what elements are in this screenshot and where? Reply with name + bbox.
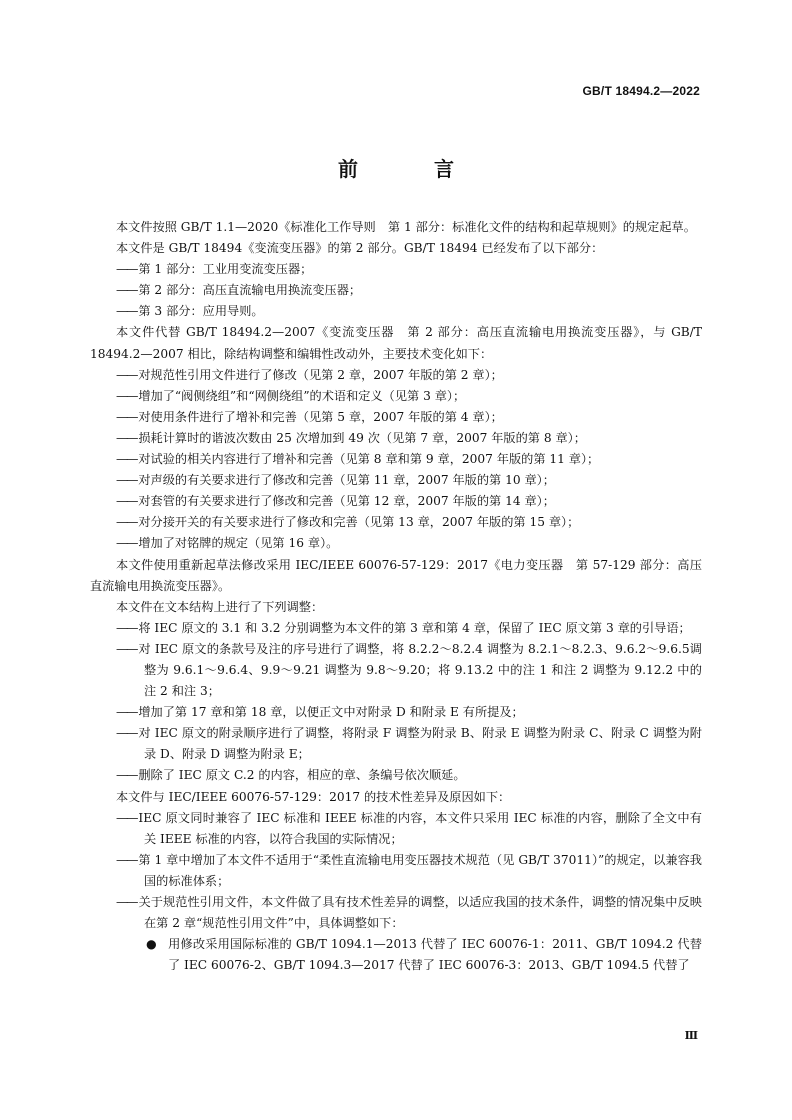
paragraph: 本文件按照 GB/T 1.1—2020《标准化工作导则 第 1 部分：标准化文件的结构和起草规则》的规定起草。 [116, 220, 696, 234]
list-item: —— 第 3 部分：应用导则。 [90, 301, 702, 322]
list-item: —— 增加了“阀侧绕组”和“网侧绕组”的术语和定义（见第 3 章）； [90, 386, 702, 407]
list-item: —— 对 IEC 原文的附录顺序进行了调整，将附录 F 调整为附录 B、附录 E 调整为附录 C、附录 C 调整为附录 D、附录 D 调整为附录 E； [90, 723, 702, 765]
paragraph: 本文件与 IEC/IEEE 60076-57-129：2017 的技术性差异及原因如下： [116, 789, 511, 804]
list-item: —— 第 2 部分：高压直流输电用换流变压器； [90, 280, 702, 301]
list-item: —— 对使用条件进行了增补和完善（见第 5 章，2007 年版的第 4 章）； [90, 407, 702, 428]
list-item: —— 增加了对铭牌的规定（见第 16 章）。 [90, 533, 702, 554]
list-item: —— 对规范性引用文件进行了修改（见第 2 章，2007 年版的第 2 章）； [90, 365, 702, 386]
page-title: 前 言 [338, 157, 482, 181]
list-item: —— 损耗计算时的谐波次数由 25 次增加到 49 次（见第 7 章，2007 年版的第 8 章）； [90, 428, 702, 449]
list-item: —— 对声级的有关要求进行了修改和完善（见第 11 章，2007 年版的第 10 章）； [90, 470, 702, 491]
paragraph: 本文件使用重新起草法修改采用 IEC/IEEE 60076-57-129：2017《电力变压器 第 57-129 部分：高压直流输电用换流变压器》。 [90, 557, 702, 593]
list-item: —— 将 IEC 原文的 3.1 和 3.2 分别调整为本文件的第 3 章和第 4 章，保留了 IEC 原文第 3 章的引导语； [90, 618, 702, 639]
paragraph: 本文件在文本结构上进行了下列调整： [116, 599, 324, 614]
list-item: —— 删除了 IEC 原文 C.2 的内容，相应的章、条编号依次顺延。 [90, 765, 702, 786]
document-id: GB/T 18494.2—2022 [582, 84, 700, 98]
list-item: —— 对 IEC 原文的条款号及注的序号进行了调整，将 8.2.2～8.2.4 调整为 8.2.1～8.2.3、9.6.2～9.6.5调整为 9.6.1～9.6.4、9.9～9.21 调整为 9.8～9.20；将 9.13.2 中的注 1 和注 2 调整为 9.12.2 中的注 2 和注 3； [90, 639, 702, 702]
list-item: —— 对分接开关的有关要求进行了修改和完善（见第 13 章，2007 年版的第 15 章）； [90, 512, 702, 533]
bullet-item [90, 934, 702, 976]
list-item: —— IEC 原文同时兼容了 IEC 标准和 IEEE 标准的内容，本文件只采用 IEC 标准的内容，删除了全文中有关 IEEE 标准的内容，以符合我国的实际情况； [90, 808, 702, 850]
bullet-icon: ● [146, 937, 157, 952]
list-item: —— 第 1 部分：工业用变流变压器； [90, 259, 702, 280]
paragraph: 本文件代替 GB/T 18494.2—2007《变流变压器 第 2 部分：高压直流输电用换流变压器》，与 GB/T 18494.2—2007 相比，除结构调整和编辑性改动外，主要技术变化如下： [90, 325, 702, 361]
list-item: —— 对试验的相关内容进行了增补和完善（见第 8 章和第 9 章，2007 年版的第 11 章）； [90, 449, 702, 470]
list-item: —— 第 1 章中增加了本文件不适用于“柔性直流输电用变压器技术规范（见 GB/T 37011）”的规定，以兼容我国的标准体系； [90, 850, 702, 892]
paragraph: 本文件是 GB/T 18494《变流变压器》的第 2 部分。GB/T 18494 已经发布了以下部分： [116, 241, 604, 256]
list-item: —— 对套管的有关要求进行了修改和完善（见第 12 章，2007 年版的第 14 章）； [90, 491, 702, 512]
list-item: —— 关于规范性引用文件，本文件做了具有技术性差异的调整，以适应我国的技术条件，调整的情况集中反映在第 2 章“规范性引用文件”中，具体调整如下： [90, 892, 702, 934]
list-item: —— 增加了第 17 章和第 18 章，以便正文中对附录 D 和附录 E 有所提及； [90, 702, 702, 723]
page-number: Ⅲ [684, 1029, 698, 1042]
bullet-text: 用修改采用国际标准的 GB/T 1094.1—2013 代替了 IEC 60076-1：2011、GB/T 1094.2 代替了 IEC 60076-2、GB/T 1094.3—2017 代替了 IEC 60076-3：2013、GB/T 1094.5 代替了 [168, 937, 702, 973]
body-text [90, 217, 702, 976]
